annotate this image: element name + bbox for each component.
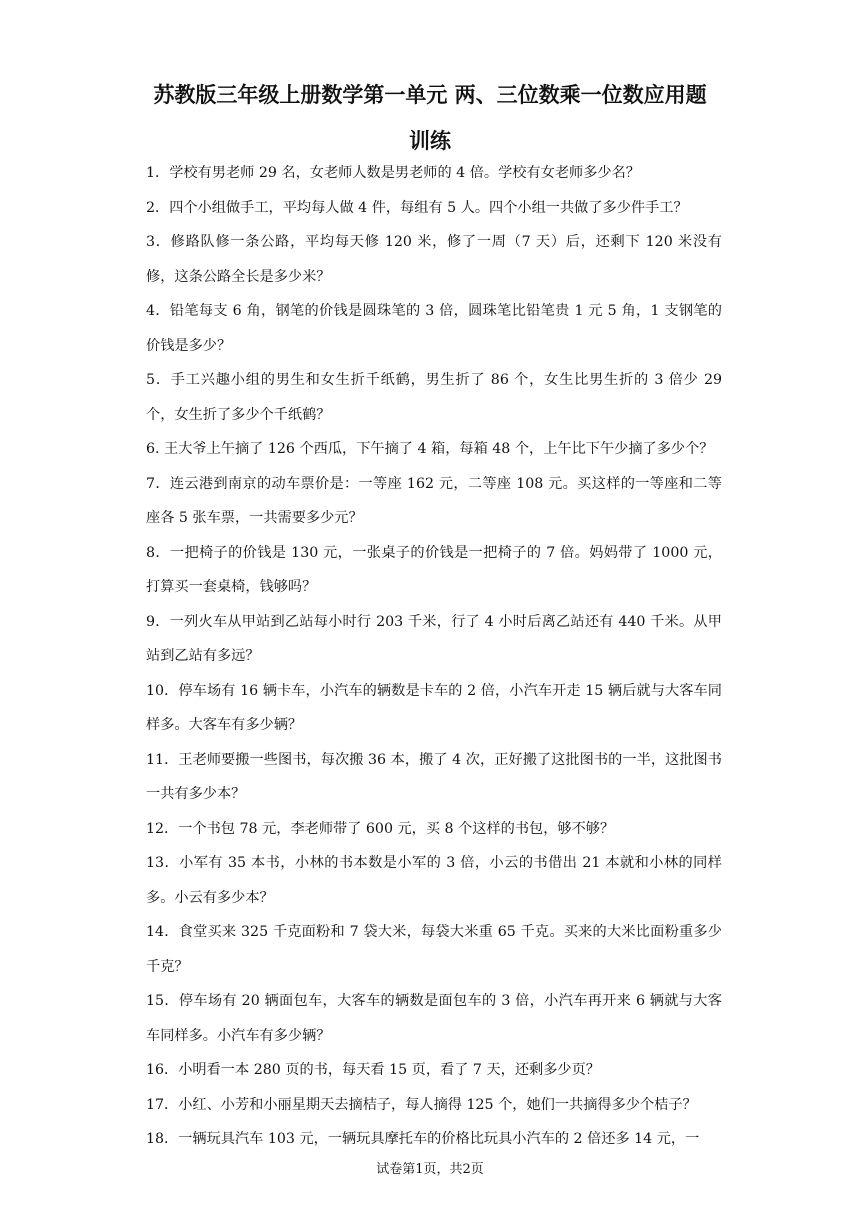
question-4: 4．铅笔每支 6 角，钢笔的价钱是圆珠笔的 3 倍，圆珠笔比铅笔贵 1 元 5 角，1 支钢笔的价钱是多少？ [146,303,722,354]
question-9: 9．一列火车从甲站到乙站每小时行 203 千米，行了 4 小时后离乙站还有 440 千米。从甲站到乙站有多远？ [146,613,722,664]
page-footer: 试卷第1页，共2页 [376,1162,484,1177]
question-2: 2．四个小组做手工，平均每人做 4 件，每组有 5 人。四个小组一共做了多少件手工？ [146,199,688,216]
question-18: 18．一辆玩具汽车 103 元，一辆玩具摩托车的价格比玩具小汽车的 2 倍还多 14 元，一 [146,1131,700,1147]
question-1: 1．学校有男老师 29 名，女老师人数是男老师的 4 倍。学校有女老师多少名？ [146,165,640,181]
question-17: 17．小红、小芳和小丽星期天去摘桔子，每人摘得 125 个，她们一共摘得多少个桔子？ [146,1096,697,1113]
question-8: 8．一把椅子的价钱是 130 元，一张桌子的价钱是一把椅子的 7 倍。妈妈带了 1000 元，打算买一套桌椅，钱够吗？ [146,544,722,595]
question-12: 12．一个书包 78 元，李老师带了 600 元，买 8 个这样的书包，够不够？ [146,820,615,837]
question-16: 16．小明看一本 280 页的书，每天看 15 页，看了 7 天，还剩多少页？ [146,1062,600,1078]
title-line-2: 训练 [409,129,451,153]
question-13: 13．小军有 35 本书，小林的书本数是小军的 3 倍，小云的书借出 21 本就和小林的同样多。小云有多少本？ [146,855,722,906]
question-14: 14．食堂买来 325 千克面粉和 7 袋大米，每袋大米重 65 千克。买来的大米比面粉重多少千克？ [146,924,722,975]
page-title [0,72,860,164]
question-10: 10．停车场有 16 辆卡车，小汽车的辆数是卡车的 2 倍，小汽车开走 15 辆后就与大客车同样多。大客车有多少辆？ [146,682,722,733]
question-15: 15．停车场有 20 辆面包车，大客车的辆数是面包车的 3 倍，小汽车再开来 6 辆就与大客车同样多。小汽车有多少辆？ [146,993,722,1044]
question-6: 6. 王大爷上午摘了 126 个西瓜，下午摘了 4 箱，每箱 48 个，上午比下午少摘了多少个？ [146,441,714,457]
question-7: 7．连云港到南京的动车票价是：一等座 162 元，二等座 108 元。买这样的一等座和二等座各 5 张车票，一共需要多少元？ [146,475,722,526]
question-5: 5．手工兴趣小组的男生和女生折千纸鹤，男生折了 86 个，女生比男生折的 3 倍少 29 个，女生折了多少个千纸鹤？ [146,372,722,423]
question-list [146,156,722,1157]
question-11: 11．王老师要搬一些图书，每次搬 36 本，搬了 4 次，正好搬了这批图书的一半，这批图书一共有多少本？ [146,751,722,802]
title-line-1: 苏教版三年级上册数学第一单元 两、三位数乘一位数应用题 [153,83,707,107]
question-3: 3．修路队修一条公路，平均每天修 120 米，修了一周（7 天）后，还剩下 120 米没有修，这条公路全长是多少米？ [146,234,722,285]
